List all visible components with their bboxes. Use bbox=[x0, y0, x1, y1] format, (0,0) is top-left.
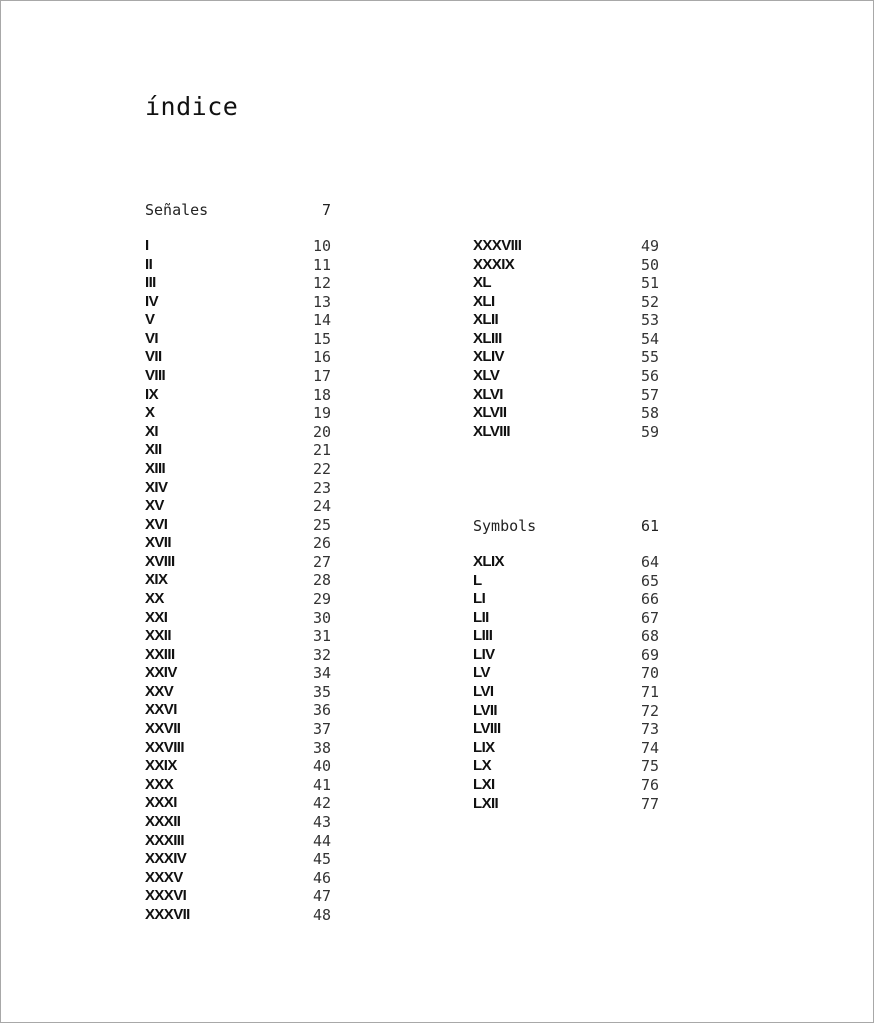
entry-numeral: XXXIII bbox=[145, 831, 184, 849]
entry-page-number: 47 bbox=[312, 887, 331, 906]
entry-page-number: 72 bbox=[640, 701, 659, 720]
entry-numeral: XVII bbox=[145, 534, 171, 552]
index-entry[interactable] bbox=[145, 590, 331, 609]
entry-numeral: XLIV bbox=[473, 348, 504, 366]
entry-page-number: 38 bbox=[312, 738, 331, 757]
entry-page-number: 21 bbox=[312, 441, 331, 460]
entry-numeral: XLIX bbox=[473, 553, 504, 570]
index-entry[interactable] bbox=[145, 627, 331, 646]
entry-numeral: XLIII bbox=[473, 329, 502, 347]
entry-numeral: XII bbox=[145, 441, 162, 459]
entry-numeral: III bbox=[145, 274, 156, 292]
entry-numeral: XIII bbox=[145, 459, 166, 477]
entry-numeral: XXXVI bbox=[145, 887, 187, 905]
index-entry[interactable] bbox=[145, 534, 331, 553]
index-entry[interactable] bbox=[473, 311, 659, 330]
entry-numeral: XLV bbox=[473, 367, 500, 385]
entry-list-right-top bbox=[473, 237, 659, 441]
entry-page-number: 67 bbox=[640, 608, 659, 627]
entry-numeral: VIII bbox=[145, 367, 166, 385]
entry-numeral: LIX bbox=[473, 738, 495, 756]
entry-numeral: II bbox=[145, 255, 153, 273]
index-entry[interactable] bbox=[473, 237, 659, 256]
index-entry[interactable] bbox=[145, 850, 331, 869]
section-label: Symbols bbox=[473, 517, 537, 535]
entry-page-number: 55 bbox=[640, 348, 659, 367]
entry-numeral: XXVIII bbox=[145, 738, 184, 756]
entry-page-number: 46 bbox=[312, 868, 331, 887]
entry-page-number: 71 bbox=[640, 683, 659, 702]
index-entry[interactable] bbox=[145, 832, 331, 851]
entry-numeral: XXXV bbox=[145, 868, 183, 886]
entry-page-number: 56 bbox=[640, 367, 659, 386]
entry-numeral: XXI bbox=[145, 608, 168, 626]
entry-page-number: 74 bbox=[640, 738, 659, 757]
entry-numeral: VI bbox=[145, 329, 158, 347]
index-entry[interactable] bbox=[145, 497, 331, 516]
entry-numeral: LI bbox=[473, 590, 486, 608]
entry-page-number: 59 bbox=[640, 422, 659, 441]
entry-numeral: XI bbox=[145, 422, 158, 440]
entry-numeral: XXV bbox=[145, 682, 174, 700]
section-label: Señales bbox=[145, 201, 209, 219]
entry-numeral: I bbox=[145, 237, 149, 254]
entry-page-number: 17 bbox=[312, 367, 331, 386]
index-entry[interactable] bbox=[473, 367, 659, 386]
entry-page-number: 10 bbox=[312, 237, 331, 255]
index-entry[interactable] bbox=[145, 906, 331, 925]
entry-numeral: LXI bbox=[473, 775, 495, 793]
entry-page-number: 73 bbox=[640, 720, 659, 739]
entry-numeral: X bbox=[145, 404, 155, 422]
index-entry[interactable] bbox=[145, 367, 331, 386]
entry-numeral: XXVI bbox=[145, 701, 177, 719]
entry-numeral: XXII bbox=[145, 627, 171, 645]
entry-page-number: 43 bbox=[312, 812, 331, 831]
index-entry[interactable] bbox=[145, 757, 331, 776]
entry-page-number: 16 bbox=[312, 348, 331, 367]
index-entry[interactable] bbox=[473, 757, 659, 776]
entry-numeral: IX bbox=[145, 385, 158, 403]
entry-numeral: XXXIV bbox=[145, 850, 187, 868]
entry-numeral: XIV bbox=[145, 478, 168, 496]
index-entry[interactable] bbox=[145, 571, 331, 590]
entry-numeral: LIII bbox=[473, 627, 493, 645]
entry-page-number: 53 bbox=[640, 311, 659, 330]
entry-numeral: XLII bbox=[473, 311, 499, 329]
entry-numeral: XXXII bbox=[145, 812, 181, 830]
entry-page-number: 11 bbox=[312, 255, 331, 274]
index-entry[interactable] bbox=[145, 701, 331, 720]
entry-numeral: IV bbox=[145, 292, 158, 310]
entry-numeral: LII bbox=[473, 608, 489, 626]
entry-page-number: 30 bbox=[312, 608, 331, 627]
section-page-number: 7 bbox=[321, 201, 331, 219]
index-entry[interactable] bbox=[145, 664, 331, 683]
index-entry[interactable] bbox=[473, 590, 659, 609]
entry-numeral: XIX bbox=[145, 571, 168, 589]
entry-page-number: 68 bbox=[640, 627, 659, 646]
entry-page-number: 31 bbox=[312, 627, 331, 646]
entry-page-number: 37 bbox=[312, 720, 331, 739]
entry-page-number: 28 bbox=[312, 571, 331, 590]
section-heading-symbols[interactable] bbox=[473, 516, 659, 536]
index-entry[interactable] bbox=[145, 441, 331, 460]
entry-page-number: 70 bbox=[640, 664, 659, 683]
index-entry[interactable] bbox=[473, 386, 659, 405]
entry-numeral: L bbox=[473, 571, 482, 589]
index-entry[interactable] bbox=[145, 423, 331, 442]
index-entry[interactable] bbox=[473, 702, 659, 721]
entry-page-number: 42 bbox=[312, 794, 331, 813]
entry-numeral: LV bbox=[473, 664, 490, 682]
entry-numeral: XXIII bbox=[145, 645, 175, 663]
index-entry[interactable] bbox=[145, 553, 331, 572]
entry-numeral: XXVII bbox=[145, 720, 181, 738]
entry-page-number: 77 bbox=[640, 794, 659, 813]
index-entry[interactable] bbox=[145, 720, 331, 739]
index-entry[interactable] bbox=[473, 274, 659, 293]
entry-numeral: XXX bbox=[145, 775, 174, 793]
entry-page-number: 12 bbox=[312, 274, 331, 293]
entry-numeral: XLVIII bbox=[473, 422, 510, 440]
entry-page-number: 64 bbox=[640, 553, 659, 571]
entry-numeral: LXII bbox=[473, 794, 499, 812]
entry-page-number: 23 bbox=[312, 478, 331, 497]
index-entry[interactable] bbox=[473, 330, 659, 349]
entry-numeral: XX bbox=[145, 589, 164, 607]
entry-page-number: 50 bbox=[640, 255, 659, 274]
entry-list-left bbox=[145, 237, 331, 924]
entry-page-number: 24 bbox=[312, 497, 331, 516]
entry-page-number: 32 bbox=[312, 645, 331, 664]
index-entry[interactable] bbox=[145, 479, 331, 498]
entry-page-number: 75 bbox=[640, 757, 659, 776]
index-entry[interactable] bbox=[473, 293, 659, 312]
entry-page-number: 45 bbox=[312, 850, 331, 869]
index-entry[interactable] bbox=[473, 646, 659, 665]
index-entry[interactable] bbox=[145, 330, 331, 349]
index-entry[interactable] bbox=[145, 516, 331, 535]
entry-list-right-bottom bbox=[473, 553, 659, 813]
entry-page-number: 20 bbox=[312, 422, 331, 441]
entry-numeral: XL bbox=[473, 274, 491, 292]
entry-page-number: 35 bbox=[312, 682, 331, 701]
index-entry[interactable] bbox=[145, 404, 331, 423]
index-entry[interactable] bbox=[473, 776, 659, 795]
entry-page-number: 66 bbox=[640, 590, 659, 609]
entry-numeral: LX bbox=[473, 757, 491, 775]
index-entry[interactable] bbox=[473, 739, 659, 758]
entry-page-number: 25 bbox=[312, 515, 331, 534]
entry-numeral: LVII bbox=[473, 701, 497, 719]
index-entry[interactable] bbox=[145, 794, 331, 813]
index-entry[interactable] bbox=[473, 795, 659, 814]
section-page-number: 61 bbox=[640, 517, 659, 535]
entry-page-number: 51 bbox=[640, 274, 659, 293]
index-entry[interactable] bbox=[473, 256, 659, 275]
entry-numeral: VII bbox=[145, 348, 162, 366]
entry-page-number: 65 bbox=[640, 571, 659, 590]
section-heading-senales[interactable] bbox=[145, 200, 331, 220]
entry-page-number: 57 bbox=[640, 385, 659, 404]
index-entry[interactable] bbox=[473, 404, 659, 423]
index-entry[interactable] bbox=[145, 776, 331, 795]
index-entry[interactable] bbox=[473, 720, 659, 739]
index-entry[interactable] bbox=[145, 646, 331, 665]
index-entry[interactable] bbox=[473, 609, 659, 628]
entry-numeral: XVI bbox=[145, 515, 168, 533]
entry-numeral: XXXVIII bbox=[473, 237, 522, 254]
entry-page-number: 34 bbox=[312, 664, 331, 683]
entry-numeral: XXXIX bbox=[473, 255, 515, 273]
index-entry[interactable] bbox=[145, 348, 331, 367]
entry-page-number: 29 bbox=[312, 589, 331, 608]
entry-page-number: 14 bbox=[312, 311, 331, 330]
entry-numeral: XLI bbox=[473, 292, 495, 310]
entry-numeral: XXIV bbox=[145, 664, 177, 682]
entry-numeral: XV bbox=[145, 497, 164, 515]
index-entry[interactable] bbox=[473, 348, 659, 367]
entry-page-number: 49 bbox=[640, 237, 659, 255]
entry-numeral: XXXVII bbox=[145, 905, 190, 923]
entry-page-number: 22 bbox=[312, 459, 331, 478]
index-entry[interactable] bbox=[145, 813, 331, 832]
entry-page-number: 19 bbox=[312, 404, 331, 423]
index-entry[interactable] bbox=[145, 293, 331, 312]
index-entry[interactable] bbox=[145, 237, 331, 256]
index-entry[interactable] bbox=[473, 664, 659, 683]
entry-page-number: 76 bbox=[640, 775, 659, 794]
index-entry[interactable] bbox=[473, 683, 659, 702]
entry-numeral: LIV bbox=[473, 645, 495, 663]
entry-numeral: V bbox=[145, 311, 155, 329]
entry-page-number: 18 bbox=[312, 385, 331, 404]
index-entry[interactable] bbox=[473, 553, 659, 572]
entry-numeral: XLVII bbox=[473, 404, 507, 422]
index-entry[interactable] bbox=[145, 683, 331, 702]
index-entry[interactable] bbox=[473, 423, 659, 442]
entry-page-number: 41 bbox=[312, 775, 331, 794]
entry-page-number: 58 bbox=[640, 404, 659, 423]
entry-page-number: 40 bbox=[312, 757, 331, 776]
entry-numeral: LVI bbox=[473, 683, 494, 701]
entry-numeral: XVIII bbox=[145, 552, 175, 570]
page-title: índice bbox=[145, 92, 239, 121]
entry-page-number: 44 bbox=[312, 831, 331, 850]
index-entry[interactable] bbox=[145, 256, 331, 275]
index-entry[interactable] bbox=[473, 572, 659, 591]
entry-page-number: 48 bbox=[312, 905, 331, 924]
entry-numeral: XXXI bbox=[145, 794, 177, 812]
entry-numeral: XXIX bbox=[145, 757, 177, 775]
index-entry[interactable] bbox=[145, 311, 331, 330]
entry-numeral: LVIII bbox=[473, 720, 501, 738]
index-entry[interactable] bbox=[145, 609, 331, 628]
entry-page-number: 52 bbox=[640, 292, 659, 311]
index-entry[interactable] bbox=[145, 887, 331, 906]
entry-page-number: 15 bbox=[312, 329, 331, 348]
index-entry[interactable] bbox=[473, 627, 659, 646]
entry-numeral: XLVI bbox=[473, 385, 503, 403]
entry-page-number: 26 bbox=[312, 534, 331, 553]
entry-page-number: 13 bbox=[312, 292, 331, 311]
entry-page-number: 69 bbox=[640, 645, 659, 664]
index-entry[interactable] bbox=[145, 460, 331, 479]
index-entry[interactable] bbox=[145, 739, 331, 758]
index-entry[interactable] bbox=[145, 386, 331, 405]
entry-page-number: 54 bbox=[640, 329, 659, 348]
index-entry[interactable] bbox=[145, 274, 331, 293]
index-entry[interactable] bbox=[145, 869, 331, 888]
entry-page-number: 27 bbox=[312, 552, 331, 571]
entry-page-number: 36 bbox=[312, 701, 331, 720]
